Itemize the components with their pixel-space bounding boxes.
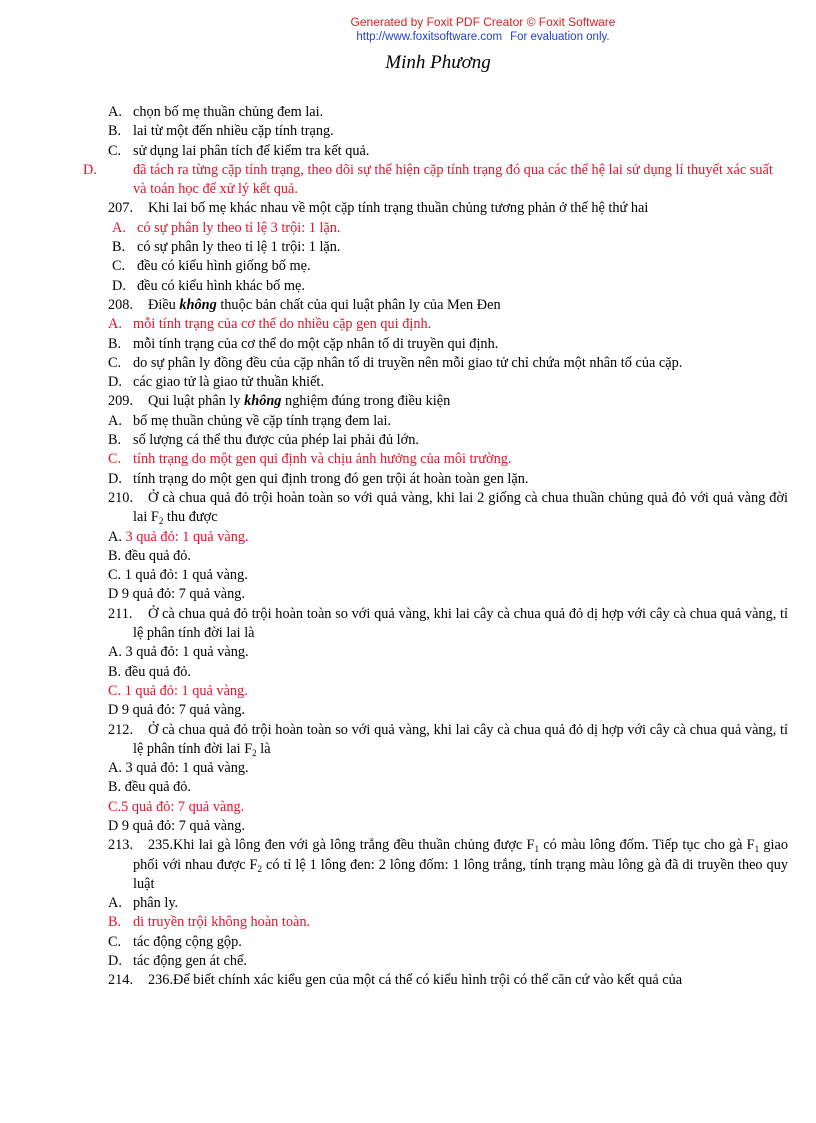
option-d-answer: D. đã tách ra từng cặp tính trạng, theo dõi sự thể hiện cặp tính trạng đó qua các thế hệ lai sử dụng lí thuyết xác suất và toán học để xử lý kết quả.: [83, 161, 773, 198]
question-210: 210. Ở cà chua quả đỏ trội hoàn toàn so với quả vàng, khi lai 2 giống cà chua thuần chủng quả đỏ với quả vàng đời lai $F_2$ thu được: [108, 489, 788, 527]
option-d: D 9 quả đỏ: 7 quả vàng.: [108, 702, 245, 719]
question-213: 213. 235.Khi lai gà lông đen với gà lông trắng đều thuần chủng được $F_1$ có màu lông đốm. Tiếp tục cho gà $F_1$ giao phối với nhau được $F_2$ có tỉ lệ 1 lông đen: 2 lông đốm: 1 lông trắng, tính trạng màu lông gà đã di truyền theo quy luật: [108, 837, 788, 892]
watermark-line2: [150, 30, 816, 45]
option-a: A. 3 quả đỏ: 1 quả vàng.: [108, 644, 249, 661]
option-b: B. số lượng cá thể thu được của phép lai phải đủ lớn.: [108, 432, 419, 449]
option-d: D. các giao tử là giao tử thuần khiết.: [108, 374, 324, 391]
watermark-line1: Generated by Foxit PDF Creator © Foxit Software: [350, 15, 616, 29]
option-a-answer: A. có sự phân ly theo tỉ lệ 3 trội: 1 lặn.: [112, 219, 341, 236]
author-name: Minh Phương: [385, 52, 491, 73]
option-b: B. đều quả đỏ.: [108, 663, 192, 680]
option-b: B. đều quả đỏ.: [108, 547, 192, 564]
question-211: 211. Ở cà chua quả đỏ trội hoàn toàn so với quả vàng, khi lai cây cà chua quả đỏ dị hợp với cây cà chua quả vàng, tỉ lệ phân tính đời lai là: [108, 605, 788, 642]
option-b: B. có sự phân ly theo tỉ lệ 1 trội: 1 lặn.: [112, 239, 341, 256]
option-c: C. đều có kiểu hình giống bố mẹ.: [112, 258, 311, 275]
watermark-note: For evaluation only.: [510, 31, 610, 43]
option-b: B. đều quả đỏ.: [108, 779, 192, 796]
option-c: C. 1 quả đỏ: 1 quả vàng.: [108, 567, 248, 584]
option-c-answer: C. 1 quả đỏ: 1 quả vàng.: [108, 682, 248, 699]
option-c-answer: C. tính trạng do một gen qui định và chịu ảnh hưởng của môi trường.: [108, 451, 512, 468]
option-b: B. mỗi tính trạng của cơ thể do một cặp nhân tố di truyền qui định.: [108, 335, 499, 352]
option-a-answer: A. 3 quả đỏ: 1 quả vàng.: [108, 528, 249, 545]
option-d: D. tác động gen át chế.: [108, 953, 247, 970]
watermark-url[interactable]: http://www.foxitsoftware.com: [356, 31, 503, 43]
option-a-answer: A. mỗi tính trạng của cơ thể do nhiều cặp gen qui định.: [108, 316, 432, 333]
question-209: 209. Qui luật phân ly không nghiệm đúng trong điều kiện: [108, 393, 451, 410]
question-208: 208. Điều không thuộc bản chất của qui luật phân ly của Men Đen: [108, 296, 501, 313]
question-214: 214. 236.Để biết chính xác kiểu gen của một cá thể có kiểu hình trội có thể căn cứ vào kết quả của: [108, 972, 683, 989]
option-c: C. tác động cộng gộp.: [108, 933, 242, 950]
option-c: C. do sự phân ly đồng đều của cặp nhân tố di truyền nên mỗi giao tử chỉ chứa một nhân tố của cặp.: [108, 354, 683, 371]
option-c-answer: C.5 quả đỏ: 7 quả vàng.: [108, 798, 245, 815]
document-body: [83, 103, 788, 991]
option-a: A. bố mẹ thuần chủng về cặp tính trạng đem lai.: [108, 412, 392, 429]
pdf-watermark: [0, 15, 816, 45]
option-b: B. lai từ một đến nhiều cặp tính trạng.: [108, 123, 334, 140]
option-a: A. phân ly.: [108, 895, 179, 912]
option-d: D. tính trạng do một gen qui định trong đó gen trội át hoàn toàn gen lặn.: [108, 470, 529, 487]
option-d: D 9 quả đỏ: 7 quả vàng.: [108, 586, 245, 603]
question-207: 207. Khi lai bố mẹ khác nhau về một cặp tính trạng thuần chủng tương phản ở thế hệ thứ hai: [108, 200, 649, 217]
option-d: D 9 quả đỏ: 7 quả vàng.: [108, 817, 245, 834]
option-c: C. sử dụng lai phân tích để kiểm tra kết quả.: [108, 142, 370, 159]
question-212: 212. Ở cà chua quả đỏ trội hoàn toàn so với quả vàng, khi lai cây cà chua quả đỏ dị hợp với cây cà chua quả vàng, tỉ lệ phân tính đời lai $F_2$ là: [108, 721, 788, 758]
option-a: A. chọn bố mẹ thuần chủng đem lai.: [108, 104, 324, 120]
option-a: A. 3 quả đỏ: 1 quả vàng.: [108, 760, 249, 777]
option-d: D. đều có kiểu hình khác bố mẹ.: [112, 277, 305, 294]
option-b-answer: B. di truyền trội không hoàn toàn.: [108, 914, 311, 931]
